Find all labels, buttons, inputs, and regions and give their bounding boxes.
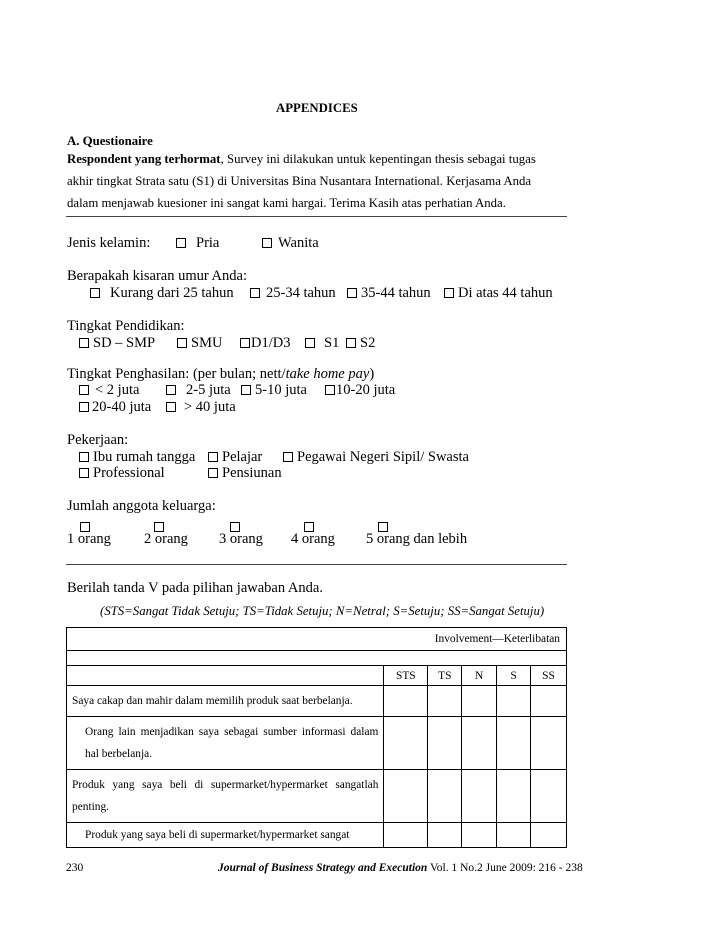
education-option-s2[interactable]: S2	[346, 335, 375, 352]
answer-cell-n[interactable]	[462, 717, 497, 770]
answer-cell-n[interactable]	[462, 823, 497, 848]
intro-line-1-rest: , Survey ini dilakukan untuk kepentingan thesis sebagai tugas	[220, 152, 536, 166]
checkbox[interactable]	[79, 468, 89, 478]
table-group-header: Involvement—Keterlibatan	[67, 628, 567, 651]
checkbox[interactable]	[347, 288, 357, 298]
column-header-n: N	[462, 666, 497, 686]
intro-line-1	[67, 152, 536, 167]
income-option-1[interactable]: < 2 juta	[79, 382, 139, 399]
gender-label: Jenis kelamin:	[67, 235, 151, 251]
journal-name: Journal of Business Strategy and Execution	[218, 862, 428, 874]
intro-line-3: dalam menjawab kuesioner ini sangat kami hargai. Terima Kasih atas perhatian Anda.	[67, 196, 506, 210]
checkbox[interactable]	[241, 385, 251, 395]
table-column-header-row	[67, 666, 567, 686]
divider-bottom	[66, 564, 567, 565]
family-option-5: 5 orang dan lebih	[366, 531, 468, 547]
checkbox[interactable]	[250, 288, 260, 298]
education-option-s1[interactable]: S1	[305, 335, 339, 352]
question-text: Saya cakap dan mahir dalam memilih produk saat berbelanja.	[67, 686, 384, 717]
divider-top	[66, 216, 567, 217]
answer-cell-ts[interactable]	[428, 717, 462, 770]
table-row	[67, 823, 567, 848]
job-option-5[interactable]: Pensiunan	[208, 465, 282, 482]
page-number: 230	[66, 862, 84, 874]
job-option-2[interactable]: Pelajar	[208, 449, 262, 466]
answer-cell-sts[interactable]	[384, 686, 428, 717]
column-header-ss: SS	[531, 666, 567, 686]
checkbox[interactable]	[240, 338, 250, 348]
answer-cell-s[interactable]	[497, 770, 531, 823]
journal-citation	[218, 862, 583, 874]
intro-bold-lead: Respondent yang terhormat	[67, 152, 221, 166]
instruction-text: Berilah tanda V pada pilihan jawaban Anda.	[67, 580, 323, 596]
answer-cell-n[interactable]	[462, 686, 497, 717]
checkbox[interactable]	[90, 288, 100, 298]
checkbox[interactable]	[166, 385, 176, 395]
age-option-2[interactable]: 25-34 tahun	[250, 285, 336, 302]
checkbox[interactable]	[444, 288, 454, 298]
answer-cell-s[interactable]	[497, 686, 531, 717]
journal-volume: Vol. 1 No.2 June 2009: 216 - 238	[427, 862, 583, 874]
family-label: Jumlah anggota keluarga:	[67, 498, 216, 514]
family-option-2: 2 orang	[144, 531, 188, 547]
answer-cell-ts[interactable]	[428, 823, 462, 848]
column-header-s: S	[497, 666, 531, 686]
age-option-1[interactable]: Kurang dari 25 tahun	[90, 285, 234, 302]
table-row	[67, 686, 567, 717]
checkbox[interactable]	[283, 452, 293, 462]
table-row	[67, 770, 567, 823]
question-text: Produk yang saya beli di supermarket/hypermarket sangatlah penting.	[67, 770, 384, 823]
section-title: A. Questionaire	[67, 134, 153, 148]
checkbox[interactable]	[208, 468, 218, 478]
income-option-3[interactable]: 5-10 juta	[241, 382, 307, 399]
table-group-header-row	[67, 628, 567, 651]
table-row	[67, 717, 567, 770]
column-header-ts: TS	[428, 666, 462, 686]
family-option-1: 1 orang	[67, 531, 111, 547]
job-option-4[interactable]: Professional	[79, 465, 165, 482]
answer-cell-n[interactable]	[462, 770, 497, 823]
checkbox[interactable]	[177, 338, 187, 348]
table-spacer-row	[67, 651, 567, 666]
answer-cell-ss[interactable]	[531, 823, 567, 848]
answer-cell-sts[interactable]	[384, 717, 428, 770]
gender-option-pria[interactable]: Pria	[176, 235, 219, 252]
family-option-3: 3 orang	[219, 531, 263, 547]
income-option-6[interactable]: > 40 juta	[166, 399, 236, 416]
answer-cell-ss[interactable]	[531, 770, 567, 823]
checkbox[interactable]	[208, 452, 218, 462]
age-label: Berapakah kisaran umur Anda:	[67, 268, 247, 284]
checkbox[interactable]	[346, 338, 356, 348]
age-option-3[interactable]: 35-44 tahun	[347, 285, 431, 302]
answer-cell-sts[interactable]	[384, 823, 428, 848]
page-heading: APPENDICES	[276, 101, 358, 115]
scale-legend: (STS=Sangat Tidak Setuju; TS=Tidak Setuju; N=Netral; S=Setuju; SS=Sangat Setuju)	[100, 604, 545, 618]
column-header-sts: STS	[384, 666, 428, 686]
checkbox[interactable]	[305, 338, 315, 348]
income-option-2[interactable]: 2-5 juta	[166, 382, 231, 399]
question-text: Orang lain menjadikan saya sebagai sumber informasi dalam hal berbelanja.	[67, 717, 384, 770]
intro-line-2: akhir tingkat Strata satu (S1) di Universitas Bina Nusantara International. Kerjasama Anda	[67, 174, 532, 188]
education-option-smu[interactable]: SMU	[177, 335, 222, 352]
checkbox[interactable]	[166, 402, 176, 412]
age-option-4[interactable]: Di atas 44 tahun	[444, 285, 553, 302]
answer-cell-s[interactable]	[497, 823, 531, 848]
checkbox[interactable]	[325, 385, 335, 395]
answer-cell-ts[interactable]	[428, 686, 462, 717]
checkbox[interactable]	[79, 385, 89, 395]
education-label: Tingkat Pendidikan:	[67, 318, 185, 334]
job-option-1[interactable]: Ibu rumah tangga	[79, 449, 195, 466]
education-option-sd-smp[interactable]: SD – SMP	[79, 335, 155, 352]
checkbox[interactable]	[79, 452, 89, 462]
gender-option-wanita[interactable]: Wanita	[262, 235, 319, 252]
family-option-4: 4 orang	[291, 531, 335, 547]
question-text: Produk yang saya beli di supermarket/hypermarket sangat	[67, 823, 384, 848]
job-option-3[interactable]: Pegawai Negeri Sipil/ Swasta	[283, 449, 469, 466]
education-option-d1d3[interactable]: D1/D3	[240, 335, 290, 352]
checkbox[interactable]	[262, 238, 272, 248]
answer-cell-sts[interactable]	[384, 770, 428, 823]
checkbox[interactable]	[79, 402, 89, 412]
answer-cell-s[interactable]	[497, 717, 531, 770]
income-option-5[interactable]: 20-40 juta	[79, 399, 151, 416]
checkbox[interactable]	[79, 338, 89, 348]
income-option-4[interactable]: 10-20 juta	[325, 382, 395, 399]
answer-cell-ts[interactable]	[428, 770, 462, 823]
answer-cell-ss[interactable]	[531, 717, 567, 770]
checkbox[interactable]	[176, 238, 186, 248]
likert-table	[66, 627, 567, 848]
answer-cell-ss[interactable]	[531, 686, 567, 717]
job-label: Pekerjaan:	[67, 432, 129, 448]
income-label: Tingkat Penghasilan: (per bulan; nett/take home pay)	[67, 366, 375, 382]
